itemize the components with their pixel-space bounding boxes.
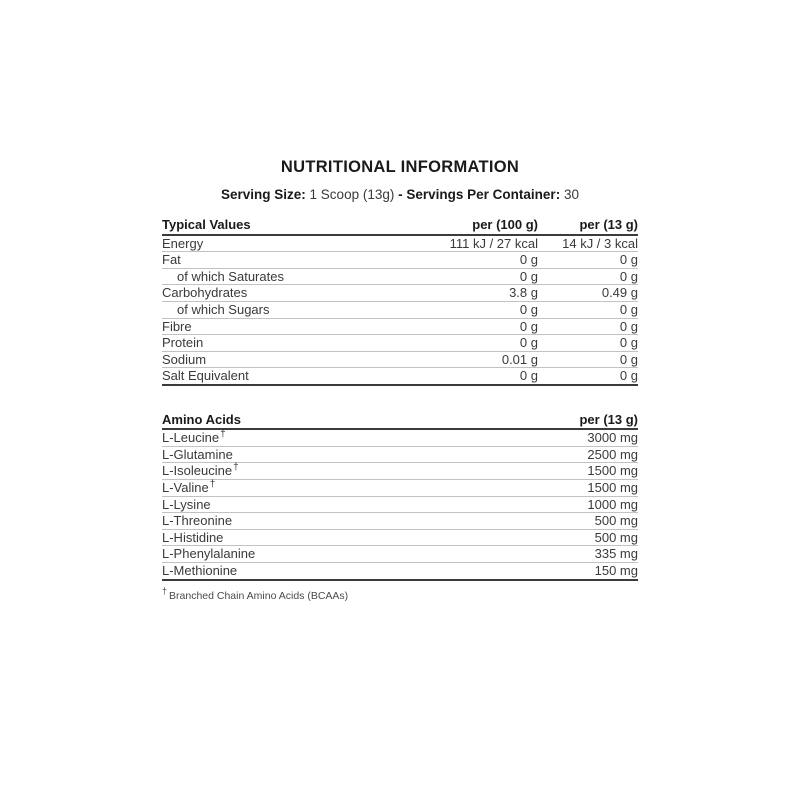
nutrition-header-per-100g: per (100 g) [424, 217, 538, 234]
amino-acid-name [162, 429, 538, 446]
table-row [162, 446, 638, 463]
nutrient-value-per-13g: 0.49 g [538, 285, 638, 302]
amino-acid-value-per-13g: 1000 mg [538, 496, 638, 513]
nutrition-header-per-13g: per (13 g) [538, 217, 638, 234]
amino-acid-name [162, 513, 538, 530]
table-row [162, 335, 638, 352]
servings-per-container-value: 30 [563, 187, 579, 203]
table-row [162, 562, 638, 579]
amino-acid-name [162, 546, 538, 563]
nutrient-value-per-13g: 0 g [538, 252, 638, 269]
table-row [162, 252, 638, 269]
serving-size-value: 1 Scoop (13g) [309, 187, 395, 203]
bcaa-dagger-icon: † [220, 428, 226, 440]
nutrient-name: Sodium [162, 351, 424, 368]
amino-acids-table-body [162, 429, 638, 579]
amino-acid-label: L-Threonine [162, 513, 233, 529]
nutrient-name: Salt Equivalent [162, 368, 424, 385]
nutrient-value-per-100g: 111 kJ / 27 kcal [424, 235, 538, 252]
serving-separator: - [398, 187, 403, 203]
amino-acid-value-per-13g: 1500 mg [538, 463, 638, 480]
amino-acid-value-per-13g: 500 mg [538, 529, 638, 546]
page-title: NUTRITIONAL INFORMATION [280, 158, 520, 176]
nutrient-name: Protein [162, 335, 424, 352]
nutrition-table-body [162, 235, 638, 385]
table-row [162, 235, 638, 252]
nutrient-value-per-100g: 0 g [424, 368, 538, 385]
nutrient-value-per-13g: 0 g [538, 301, 638, 318]
nutrient-value-per-100g: 0 g [424, 252, 538, 269]
amino-acid-label: L-Methionine [162, 562, 238, 578]
nutrient-value-per-13g: 0 g [538, 351, 638, 368]
nutrition-header-name: Typical Values [162, 217, 424, 234]
nutrient-value-per-100g: 0.01 g [424, 351, 538, 368]
nutrition-table-header-row [162, 217, 638, 234]
amino-acid-label: L-Isoleucine [162, 463, 233, 479]
amino-acid-value-per-13g: 150 mg [538, 562, 638, 579]
amino-acid-name [162, 446, 538, 463]
nutrient-value-per-13g: 0 g [538, 318, 638, 335]
nutrient-value-per-100g: 0 g [424, 335, 538, 352]
amino-acid-label: L-Leucine [162, 430, 220, 446]
nutrient-name: of which Sugars [162, 301, 424, 318]
nutrient-name: Fibre [162, 318, 424, 335]
table-row [162, 318, 638, 335]
amino-acid-label: L-Phenylalanine [162, 546, 256, 562]
amino-acid-name [162, 463, 538, 480]
table-row [162, 285, 638, 302]
amino-acid-name [162, 496, 538, 513]
table-row [162, 529, 638, 546]
amino-acid-value-per-13g: 335 mg [538, 546, 638, 563]
amino-acid-value-per-13g: 500 mg [538, 513, 638, 530]
footnote-text: Branched Chain Amino Acids (BCAAs) [169, 589, 349, 602]
amino-acid-label: L-Glutamine [162, 446, 233, 462]
table-row [162, 429, 638, 446]
section-spacer [162, 386, 638, 412]
amino-acid-value-per-13g: 1500 mg [538, 479, 638, 496]
table-row [162, 496, 638, 513]
nutrient-value-per-13g: 0 g [538, 335, 638, 352]
table-row [162, 463, 638, 480]
serving-info [162, 187, 638, 203]
amino-acid-name [162, 562, 538, 579]
amino-acids-table [162, 412, 638, 581]
nutrient-name: Fat [162, 252, 424, 269]
nutrition-label-content [162, 158, 638, 603]
nutrient-value-per-13g: 0 g [538, 368, 638, 385]
amino-acids-header-row [162, 412, 638, 429]
amino-acids-header-name: Amino Acids [162, 412, 538, 429]
table-row [162, 546, 638, 563]
table-row [162, 513, 638, 530]
nutrient-value-per-100g: 0 g [424, 268, 538, 285]
serving-size-label: Serving Size: [221, 187, 306, 203]
amino-acid-name [162, 529, 538, 546]
nutrient-value-per-100g: 0 g [424, 318, 538, 335]
amino-acid-label: L-Valine [162, 479, 209, 495]
nutrient-name: Carbohydrates [162, 285, 424, 302]
nutrient-value-per-13g: 14 kJ / 3 kcal [538, 235, 638, 252]
nutrition-table [162, 217, 638, 386]
bcaa-dagger-icon: † [233, 462, 239, 474]
table-row [162, 479, 638, 496]
nutrient-value-per-13g: 0 g [538, 268, 638, 285]
table-row [162, 268, 638, 285]
footnote [162, 586, 638, 604]
amino-acid-label: L-Histidine [162, 529, 224, 545]
nutrient-name: Energy [162, 235, 424, 252]
table-row [162, 301, 638, 318]
amino-acid-value-per-13g: 3000 mg [538, 429, 638, 446]
amino-acid-name [162, 479, 538, 496]
amino-acid-label: L-Lysine [162, 496, 211, 512]
footnote-dagger-mark: † [162, 586, 168, 597]
nutrient-name: of which Saturates [162, 268, 424, 285]
bcaa-dagger-icon: † [209, 478, 216, 490]
table-row [162, 368, 638, 385]
nutrient-value-per-100g: 0 g [424, 301, 538, 318]
amino-acid-value-per-13g: 2500 mg [538, 446, 638, 463]
table-row [162, 351, 638, 368]
amino-acids-header-per-13g: per (13 g) [538, 412, 638, 429]
nutrient-value-per-100g: 3.8 g [424, 285, 538, 302]
servings-per-container-label: Servings Per Container: [406, 187, 561, 203]
